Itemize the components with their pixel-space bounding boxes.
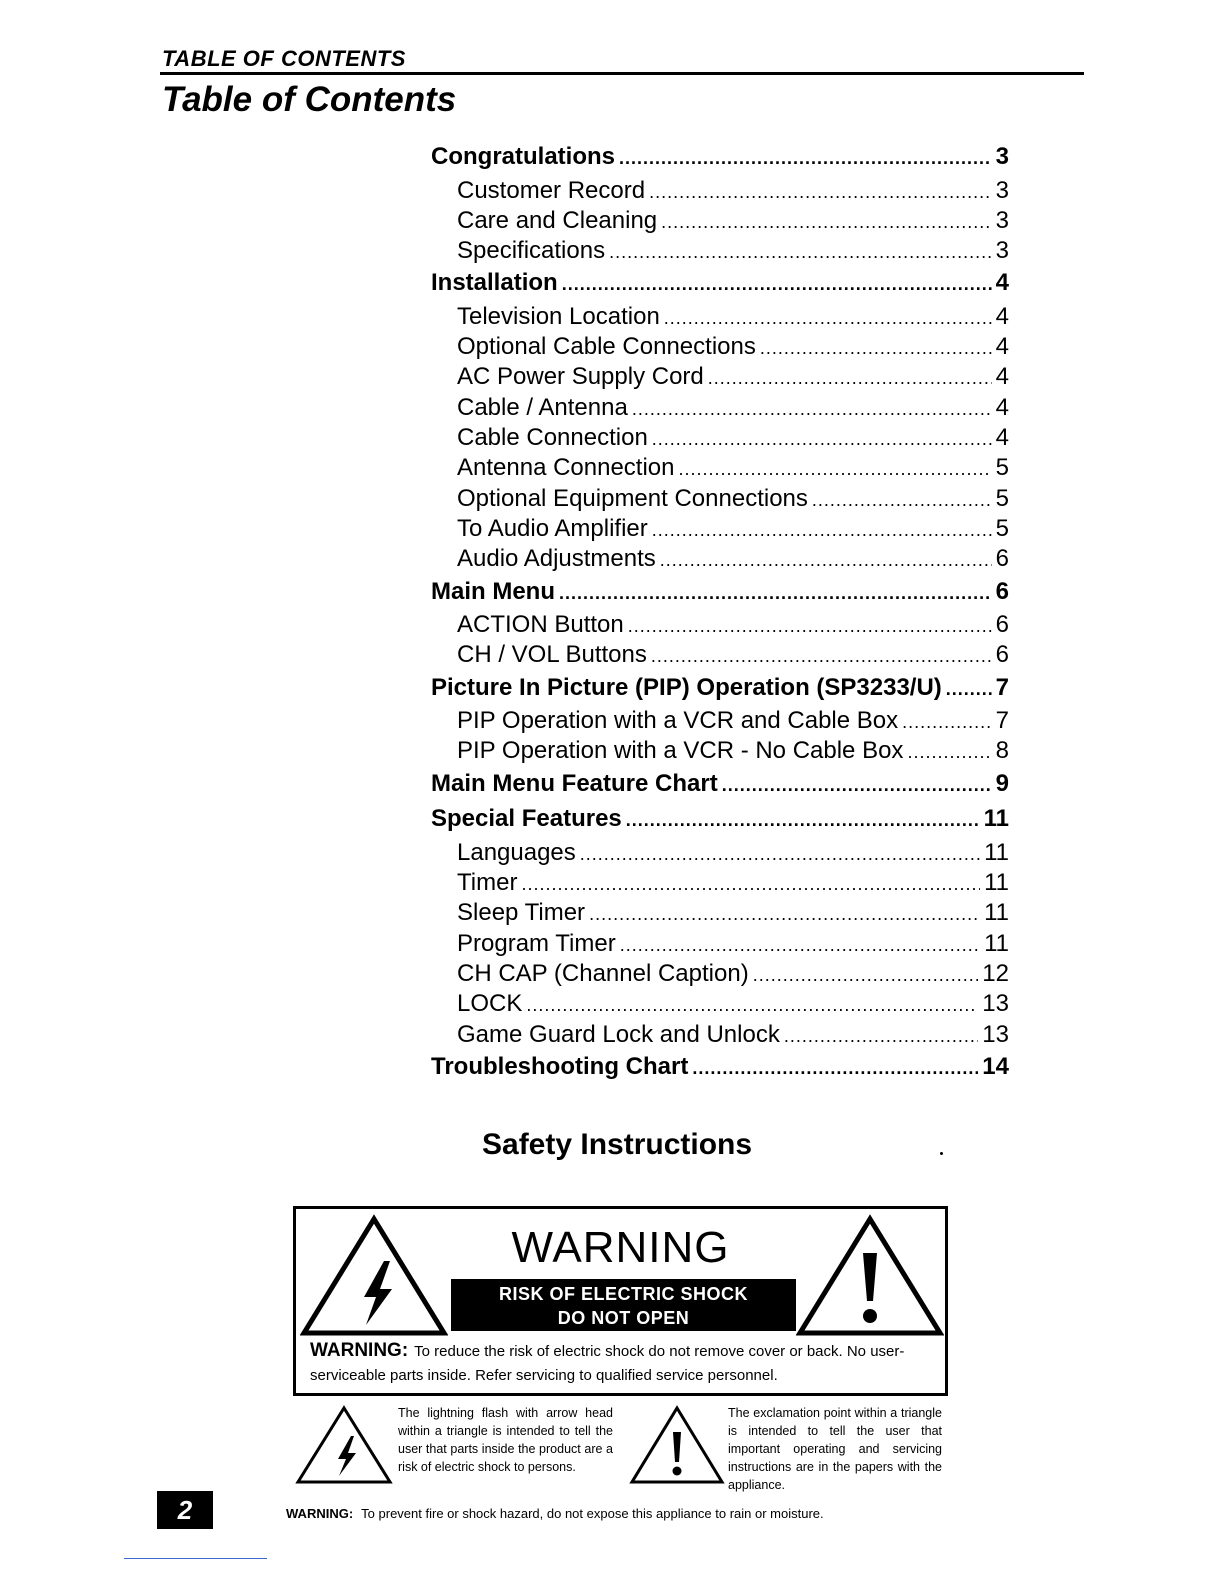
- toc-dot-leader: [559, 577, 992, 610]
- bottom-line: [124, 1558, 267, 1559]
- toc-entry-page: 4: [995, 424, 1009, 452]
- footer-warning-text: To prevent fire or shock hazard, do not expose this appliance to rain or moisture.: [361, 1506, 824, 1521]
- toc-section-entry: [431, 767, 1009, 803]
- toc-entry-title: Installation: [431, 269, 558, 297]
- toc-dot-leader: [907, 737, 991, 766]
- toc-sub-entry: [431, 423, 1009, 453]
- toc-dot-leader: [632, 394, 992, 423]
- toc-entry-page: 4: [995, 393, 1009, 421]
- toc-entry-page: 6: [995, 577, 1009, 605]
- header-rule: [160, 72, 1084, 75]
- stray-dot: [940, 1152, 943, 1155]
- exclamation-triangle-small-icon: [628, 1404, 726, 1486]
- toc-entry-title: Customer Record: [457, 176, 646, 204]
- toc-section-entry: [431, 1050, 1009, 1086]
- toc-dot-leader: [628, 611, 992, 640]
- toc-entry-title: PIP Operation with a VCR and Cable Box: [457, 707, 899, 735]
- toc-entry-page: 6: [995, 611, 1009, 639]
- toc-dot-leader: [692, 1052, 978, 1085]
- page-number: 2: [157, 1491, 213, 1529]
- toc-sub-entry: [431, 898, 1009, 928]
- toc-dot-leader: [652, 515, 992, 544]
- toc-entry-title: Timer: [457, 869, 518, 897]
- toc-entry-title: Television Location: [457, 302, 660, 330]
- toc-sub-entry: [431, 959, 1009, 989]
- lightning-note: The lightning flash with arrow head within a triangle is intended to tell the user that parts inside the product are a risk of electric shock to persons.: [398, 1406, 613, 1474]
- toc-dot-leader: [626, 804, 980, 837]
- toc-entry-title: Specifications: [457, 237, 606, 265]
- toc-sub-entry: [431, 1020, 1009, 1050]
- toc-entry-title: Picture In Picture (PIP) Operation (SP3233/U): [431, 673, 942, 701]
- toc-dot-leader: [649, 177, 992, 206]
- toc-entry-title: CH CAP (Channel Caption): [457, 959, 749, 987]
- toc-entry-title: Audio Adjustments: [457, 545, 656, 573]
- toc-entry-title: Program Timer: [457, 929, 616, 957]
- toc-dot-leader: [580, 839, 980, 868]
- toc-entry-title: To Audio Amplifier: [457, 514, 648, 542]
- toc-sub-entry: [431, 332, 1009, 362]
- toc-entry-title: Sleep Timer: [457, 899, 586, 927]
- warning-label: [293, 1206, 948, 1396]
- toc-dot-leader: [708, 363, 992, 392]
- toc-dot-leader: [812, 485, 992, 514]
- toc-dot-leader: [526, 990, 978, 1019]
- toc-dot-leader: [760, 333, 992, 362]
- toc-section-entry: [431, 802, 1009, 838]
- toc-entry-page: 4: [995, 363, 1009, 391]
- toc-entry-page: 13: [982, 1020, 1009, 1048]
- toc-dot-leader: [562, 268, 992, 301]
- exclamation-note: The exclamation point within a triangle is intended to tell the user that important operating and servicing instructions are in the papers with the appliance.: [728, 1406, 942, 1492]
- toc-dot-leader: [652, 424, 992, 453]
- footer-warning-lead: WARNING:: [286, 1506, 354, 1521]
- toc-dot-leader: [753, 960, 979, 989]
- toc-section-entry: [431, 671, 1009, 707]
- toc-sub-entry: [431, 484, 1009, 514]
- toc-entry-page: 7: [995, 673, 1009, 701]
- toc-dot-leader: [660, 545, 992, 574]
- toc-sub-entry: [431, 706, 1009, 736]
- toc-sub-entry: [431, 393, 1009, 423]
- toc-dot-leader: [620, 930, 980, 959]
- toc-entry-title: PIP Operation with a VCR - No Cable Box: [457, 737, 904, 765]
- toc-sub-entry: [431, 453, 1009, 483]
- toc-sub-entry: [431, 206, 1009, 236]
- toc-section-entry: [431, 575, 1009, 611]
- toc-entry-page: 12: [982, 959, 1009, 987]
- toc-dot-leader: [679, 454, 992, 483]
- toc-sub-entry: [431, 302, 1009, 332]
- toc-dot-leader: [619, 142, 992, 175]
- toc-entry-page: 11: [984, 899, 1009, 927]
- toc-dot-leader: [661, 207, 992, 236]
- toc-entry-title: Optional Equipment Connections: [457, 484, 808, 512]
- toc-sub-entry: [431, 868, 1009, 898]
- exclamation-triangle-icon: [796, 1213, 944, 1337]
- toc-entry-page: 14: [982, 1052, 1009, 1080]
- warning-title: WARNING: [511, 1223, 730, 1272]
- toc-entry-title: LOCK: [457, 990, 523, 1018]
- toc-entry-title: Main Menu Feature Chart: [431, 769, 718, 797]
- toc-entry-page: 3: [995, 237, 1009, 265]
- toc-sub-entry: [431, 929, 1009, 959]
- toc-entry-title: CH / VOL Buttons: [457, 641, 647, 669]
- toc-entry-title: Congratulations: [431, 143, 615, 170]
- toc-sub-entry: [431, 514, 1009, 544]
- toc-sub-entry: [431, 736, 1009, 766]
- toc-entry-title: Troubleshooting Chart: [431, 1052, 689, 1080]
- toc-entry-page: 6: [995, 545, 1009, 573]
- toc-entry-page: 5: [995, 484, 1009, 512]
- toc-dot-leader: [589, 899, 980, 928]
- toc-entry-title: Main Menu: [431, 577, 555, 605]
- warning-lead: WARNING:: [310, 1340, 409, 1361]
- toc-entry-page: 8: [995, 737, 1009, 765]
- toc-entry-page: 4: [995, 269, 1009, 297]
- toc-entry-page: 5: [995, 514, 1009, 542]
- page-title: Table of Contents: [162, 80, 457, 119]
- toc-sub-entry: [431, 610, 1009, 640]
- toc-sub-entry: [431, 989, 1009, 1019]
- toc-entry-title: Game Guard Lock and Unlock: [457, 1020, 780, 1048]
- shock-banner-line1: RISK OF ELECTRIC SHOCK: [498, 1284, 748, 1304]
- toc-entry-page: 4: [995, 302, 1009, 330]
- toc-entry-title: Languages: [457, 838, 576, 866]
- warning-statement: [310, 1339, 940, 1388]
- toc-entry-page: 3: [995, 206, 1009, 234]
- toc-entry-page: 3: [995, 176, 1009, 204]
- toc-entry-page: 5: [995, 454, 1009, 482]
- toc-entry-title: Care and Cleaning: [457, 206, 658, 234]
- toc-dot-leader: [651, 641, 992, 670]
- toc-sub-entry: [431, 640, 1009, 670]
- toc-entry-title: Optional Cable Connections: [457, 333, 756, 361]
- footer-warning: [286, 1506, 824, 1521]
- table-of-contents: [431, 140, 1009, 1085]
- running-header: TABLE OF CONTENTS: [162, 46, 406, 71]
- toc-entry-page: 6: [995, 641, 1009, 669]
- toc-entry-page: 7: [995, 707, 1009, 735]
- warning-text: To reduce the risk of electric shock do not remove cover or back. No user-serviceable parts inside. Refer servicing to qualified service personnel.: [310, 1343, 905, 1384]
- toc-entry-title: Cable Connection: [457, 424, 648, 452]
- toc-dot-leader: [946, 673, 992, 706]
- toc-entry-page: 11: [984, 929, 1009, 957]
- toc-dot-leader: [784, 1021, 978, 1050]
- toc-dot-leader: [722, 769, 992, 802]
- safety-heading: Safety Instructions: [482, 1128, 753, 1161]
- toc-sub-entry: [431, 236, 1009, 266]
- toc-entry-page: 4: [995, 333, 1009, 361]
- toc-entry-title: Cable / Antenna: [457, 393, 628, 421]
- lightning-triangle-small-icon: [294, 1404, 394, 1486]
- toc-entry-page: 11: [984, 869, 1009, 897]
- toc-sub-entry: [431, 544, 1009, 574]
- toc-section-entry: [431, 266, 1009, 302]
- toc-dot-leader: [521, 869, 980, 898]
- toc-entry-title: AC Power Supply Cord: [457, 363, 704, 391]
- toc-dot-leader: [609, 237, 992, 266]
- toc-dot-leader: [664, 303, 992, 332]
- shock-banner-line2: DO NOT OPEN: [557, 1308, 690, 1328]
- toc-entry-title: ACTION Button: [457, 611, 624, 639]
- shock-banner: [451, 1279, 796, 1331]
- toc-sub-entry: [431, 362, 1009, 392]
- toc-entry-title: Special Features: [431, 805, 622, 833]
- toc-entry-page: 11: [983, 805, 1009, 833]
- toc-entry-page: 9: [995, 769, 1009, 797]
- toc-entry-page: 3: [995, 143, 1009, 170]
- toc-entry-title: Antenna Connection: [457, 454, 675, 482]
- toc-dot-leader: [902, 707, 992, 736]
- toc-sub-entry: [431, 838, 1009, 868]
- toc-section-entry: [431, 140, 1009, 176]
- toc-sub-entry: [431, 176, 1009, 206]
- toc-entry-page: 11: [984, 838, 1009, 866]
- toc-entry-page: 13: [982, 990, 1009, 1018]
